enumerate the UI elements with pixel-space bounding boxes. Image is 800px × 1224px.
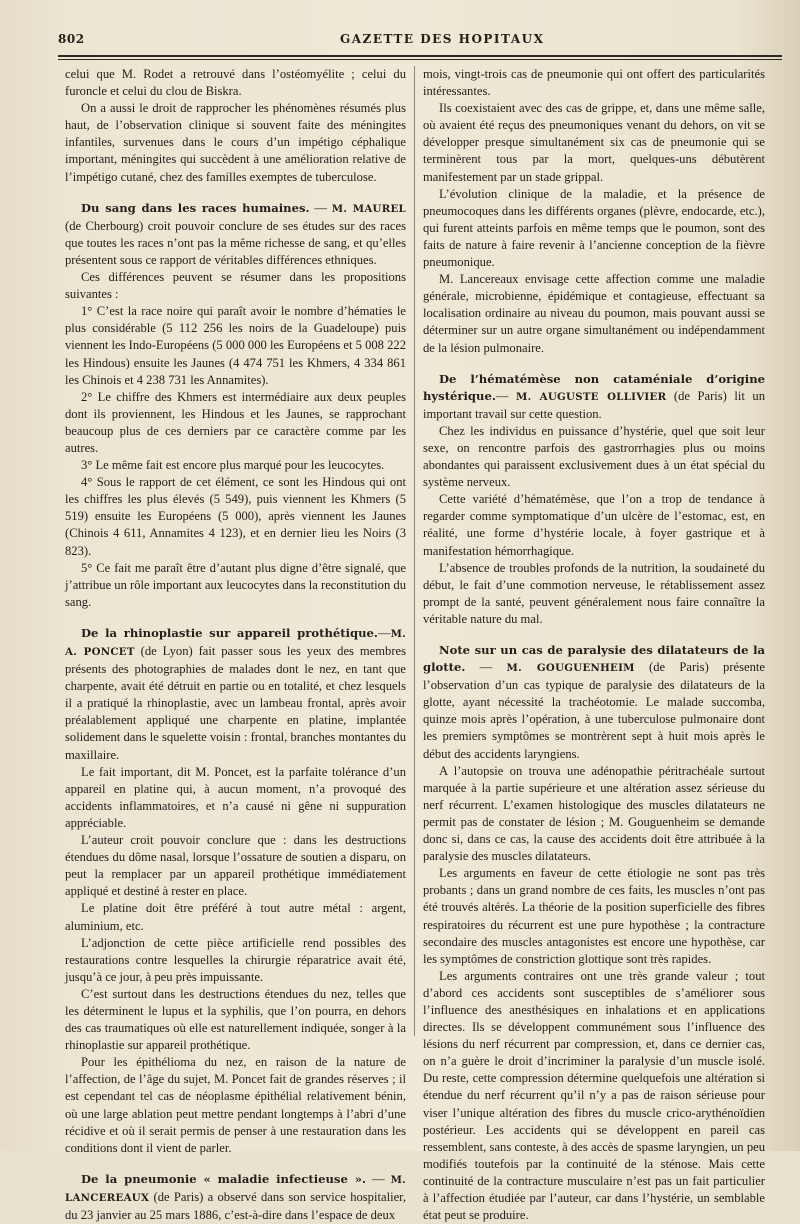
section-heading: De l’hématémèse non cataméniale d’origine hystérique. — [423, 371, 765, 403]
author-name: M. GOUGUENHEIM — [506, 662, 635, 675]
left-column — [65, 66, 406, 1224]
paragraph: Ces différences peuvent se résumer dans les propositions suivantes : — [65, 270, 406, 302]
journal-title: GAZETTE DES HOPITAUX — [340, 32, 545, 46]
author-name: M. LANCEREAUX — [65, 1173, 407, 1204]
separator: — — [377, 625, 391, 640]
paragraph: Le fait important, dit M. Poncet, est la parfaite tolérance d’un appareil en platine qui, à aucun moment, n’a provoqué des accidents inflammatoires, et n’a causé ni gêne ni suppuration appréciable. — [65, 764, 406, 830]
header-rule-thick — [58, 55, 782, 57]
separator: — — [366, 1171, 391, 1186]
section-blood-races — [65, 200, 406, 269]
section-heading: De la pneumonie « maladie infectieuse ». — [81, 1171, 366, 1186]
page-number: 802 — [58, 32, 85, 46]
paragraph: Pour les épithélioma du nez, en raison de la nature de l’affection, de l’âge du sujet, M. Poncet fait de grandes réserves ; il est cependant tel cas de néoplasme épithélial relativement bénin, où une large ablation peut mettre pendant longtemps à l’abri d’une récidive et où il serait permis de penser à une restauration dans les conditions dont il vient de parler. — [65, 1055, 406, 1155]
header-rule-thin — [58, 59, 782, 60]
paragraph: 2° Le chiffre des Khmers est intermédiaire aux deux peuples dont ils proviennent, les Hindous et les Jaunes, se rapprochant beaucoup plus de ces derniers par ce caractère comme par les autres. — [65, 389, 406, 455]
section-text: (de Paris) lit un important travail sur cette question. — [423, 388, 765, 421]
paragraph: celui que M. Rodet a retrouvé dans l’ostéomyélite ; celui du furoncle et celui du clou de Biskra. — [65, 67, 406, 99]
separator: — — [495, 388, 517, 403]
paragraph: M. Lancereaux envisage cette affection comme une maladie générale, microbienne, épidémique et contagieuse, effectuant sa localisation ordinaire au niveau du poumon, mais pouvant aussi se déterminer sur un autre organe simultanément ou indépendamment de la lésion pulmonaire. — [423, 272, 765, 355]
paragraph: 3° Le même fait est encore plus marqué pour les leucocytes. — [81, 458, 385, 473]
section-text: (de Paris) a observé dans son service hospitalier, du 23 janvier au 25 mars 1886, c’est-à-dire dans l’espace de deux — [65, 1189, 406, 1222]
paragraph: L’évolution clinique de la maladie, et la présence de pneumocoques dans les différents organes (plèvre, endocarde, etc.), qui furent atteints parfois en même temps que le poumon, sont des faits de nature à faire revenir à l’ancienne conception de la fièvre pneumonique. — [423, 186, 765, 270]
paragraph: L’adjonction de cette pièce artificielle rend possibles des restaurations contre lesquelles la chirurgie réparatrice avait été, jusqu’à ce jour, à peu près impuissante. — [65, 935, 406, 984]
paragraph: Chez les individus en puissance d’hystérie, quel que soit leur sexe, on rencontre parfois des gastrorrhagies plus ou moins abondantes qui paraissent exclusivement dues à un état spécial du système nerveux. — [423, 423, 765, 490]
paragraph: L’auteur croit pouvoir conclure que : dans les destructions étendues du dôme nasal, lorsque l’ossature de soutien a disparu, on peut la remplacer par un appareil prothétique immédiatement appliqué et destiné à rester en place. — [65, 833, 406, 899]
section-pneumonia — [65, 1171, 406, 1224]
paragraph: 4° Sous le rapport de cet élément, ce sont les Hindous qui ont les chiffres les plus élevés (5 549), puis viennent les Khmers (5 519) ensuite les Européens (5 000), après viennent les Jaunes (Chinois 4 611, Annamites 4 123), et en dernier lieu les Noirs (3 823). — [65, 475, 406, 558]
section-hematemesis — [423, 371, 765, 423]
paragraph: Les arguments en faveur de cette étiologie ne sont pas très probants ; dans un grand nombre de ces faits, les muscles n’ont pas été trouvés altérés. La théorie de la position superficielle des fibres respiratoires du récurrent est une pure hypothèse ; la contracture secondaire des muscles antagonistes est encore une hypothèse, car les symptômes de constriction glottique sont très rapides. — [423, 866, 765, 966]
separator: — — [465, 660, 507, 675]
section-gap — [65, 186, 406, 200]
separator: — — [309, 200, 332, 215]
section-text: (de Paris) présente l’observation d’un cas typique de paralysie des dilatateurs de la glotte, ayant nécessité la trachéotomie. Le malade succomba, quinze mois après l’opération, à une tuberculose pulmonaire dont les premiers symptômes se montrèrent sept à huit mois après le début des accidents laryngiens. — [423, 660, 765, 761]
paragraph: On a aussi le droit de rapprocher les phénomènes résumés plus haut, de l’observation clinique si souvent faite des méningites infantiles, survenues dans le cours d’un impétigo céphalique important, méningites qui succèdent à une amélioration relative de l’impétigo cutané, chez des familles exemptes de tuberculose. — [65, 101, 406, 184]
section-gap — [65, 1157, 406, 1171]
column-divider — [414, 66, 415, 1036]
section-heading: Note sur un cas de paralysie des dilatateurs de la glotte. — [423, 643, 765, 675]
paragraph: 5° Ce fait me paraît être d’autant plus digne d’être signalé, que j’attribue un rôle important aux leucocytes dans la reconstitution du sang. — [65, 560, 406, 609]
section-gap — [65, 611, 406, 625]
section-gap — [423, 357, 765, 371]
author-name: M. MAUREL — [331, 202, 407, 215]
author-name: M. A. PONCET — [65, 627, 406, 658]
section-glottis-paralysis — [423, 642, 765, 763]
paragraph: Le platine doit être préféré à tout autre métal : argent, aluminium, etc. — [65, 901, 406, 933]
author-name: M. AUGUSTE OLLIVIER — [516, 390, 667, 403]
right-column — [423, 66, 765, 1224]
section-gap — [423, 628, 765, 642]
paragraph: Ils coexistaient avec des cas de grippe, et, dans une même salle, où avaient été reçus des pneumoniques venant du dehors, on vit se développer presque simultanément six cas de pneumonie qui se terminèrent tous par la mort, quelques-uns débutèrent manifestement par un stade grippal. — [423, 101, 765, 184]
section-text: (de Cherbourg) croit pouvoir conclure de ses études sur des races que toutes les races n’ont pas la même richesse de sang, et qu’elles présentent sous ce rapport de véritables différences ethniques. — [65, 218, 406, 267]
paragraph: 1° C’est la race noire qui paraît avoir le nombre d’hématies le plus considérable (5 112 256 les noirs de la Guadeloupe) puis viennent les Indo-Européens (5 000 000 les Européens et 5 008 222 les Hindous) ensuite les Jaunes (4 474 751 les Khmers, 4 334 861 les Chinois et 4 238 731 les Annamites). — [65, 304, 407, 387]
page-header — [58, 28, 782, 50]
section-heading: Du sang dans les races humaines. — [81, 200, 310, 215]
paragraph: A l’autopsie on trouva une adénopathie péritrachéale surtout marquée à la partie supérieure et une altération assez sérieuse du nerf récurrent. L’examen histologique des muscles dilatateurs ne permit pas de constater de lésion ; M. Gouguenheim se demande donc si, dans ce cas, la cause des accidents doit être attribuée à la paralysie des muscles dilatateurs. — [423, 763, 765, 864]
section-heading: De la rhinoplastie sur appareil prothétique. — [81, 625, 378, 640]
paragraph: Les arguments contraires ont une très grande valeur ; tout d’abord ces accidents sont susceptibles de s’améliorer sous l’influence des anesthésiques en inhalations et en applications directes. Ils se développent communément sous l’influence des lésions du nerf récurrent par compression, et, dans ce dernier cas, on n’a guère le droit d’incriminer la paralysie d’un muscle isolé. Du reste, cette compression détermine quelquefois une altération si étendue du nerf récurrent qu’il n’y a pas de raison sérieuse pour viser l’unique altération des fibres du muscle crico-arythénoïdien postérieur. Les accidents qui se développent en pareil cas ressemblent, sans conteste, à des accès de spasme laryngien, un peu modifiés toutefois par la continuité de la sténose. Mais cette continuité de la contracture musculaire n’est pas un fait particulier à l’affection étudiée par l’auteur, car dans l’hystérie, un semblable état peut se produire. — [423, 968, 765, 1223]
paragraph: Cette variété d’hématémèse, que l’on a trop de tendance à regarder comme symptomatique d’un ulcère de l’estomac, est, en réalité, une forme d’hystérie locale, à foyer gastrique et à manifestation hémorrhagique. — [423, 492, 765, 558]
section-text: (de Lyon) fait passer sous les yeux des membres présents des photographies de malades dont le nez, en tant que charpente, avait été détruit en partie ou en totalité, et chez lesquels il a pratiqué la rhinoplastie, avec un lambeau frontal, après avoir préalablement appliqué une charpente en platine, implantée solidement dans le squelette voisin : frontal, branches montantes du maxillaire. — [65, 644, 406, 762]
paragraph: C’est surtout dans les destructions étendues du nez, telles que les déterminent le lupus et la syphilis, que l’on pourra, en dehors des cas traumatiques où elle est naturellement indiquée, songer à la rhinoplastie sur appareil prothétique. — [65, 986, 406, 1053]
paragraph: L’absence de troubles profonds de la nutrition, la soudaineté du début, le fait d’une commotion nerveuse, le rétablissement assez prompt de la santé, peuvent généralement nous faire connaître la véritable nature du mal. — [423, 560, 765, 626]
section-rhinoplasty — [65, 625, 406, 764]
paragraph: mois, vingt-trois cas de pneumonie qui ont offert des particularités intéressantes. — [423, 67, 765, 99]
